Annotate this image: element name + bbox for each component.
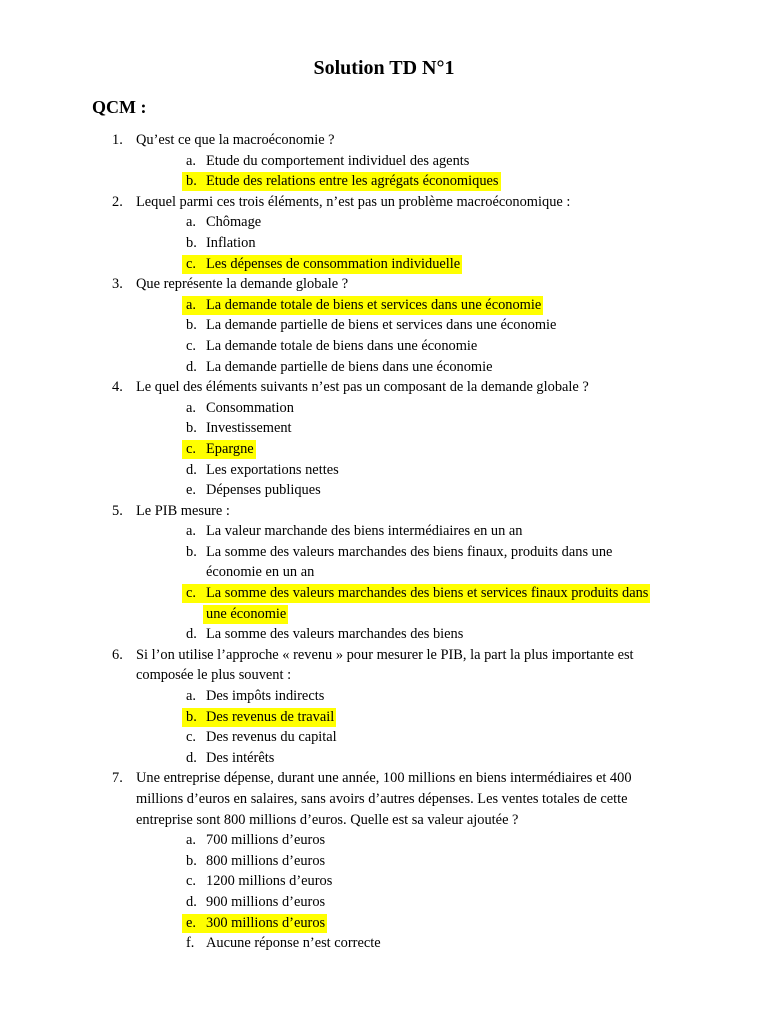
option-label: a. bbox=[186, 688, 196, 705]
option-line bbox=[0, 851, 768, 872]
option-label: a. bbox=[186, 296, 196, 313]
question-continuation-line bbox=[0, 810, 768, 831]
option-text: Aucune réponse n’est correcte bbox=[206, 935, 381, 952]
question-text: entreprise sont 800 millions d’euros. Quelle est sa valeur ajoutée ? bbox=[136, 811, 519, 828]
option-line-correct bbox=[0, 604, 768, 625]
option-label: b. bbox=[186, 543, 197, 560]
question-line bbox=[0, 501, 768, 522]
question-line bbox=[0, 274, 768, 295]
option-label: d. bbox=[186, 893, 197, 910]
option-line bbox=[0, 212, 768, 233]
option-text: 1200 millions d’euros bbox=[206, 873, 333, 890]
option-text: une économie bbox=[206, 605, 287, 622]
question-number: 3. bbox=[112, 276, 123, 293]
option-label: a. bbox=[186, 214, 196, 231]
question-text: Lequel parmi ces trois éléments, n’est pas un problème macroéconomique : bbox=[136, 193, 571, 210]
option-text: Des intérêts bbox=[206, 749, 275, 766]
option-line bbox=[0, 418, 768, 439]
option-label: b. bbox=[186, 317, 197, 334]
option-line bbox=[0, 892, 768, 913]
option-line bbox=[0, 336, 768, 357]
question-line bbox=[0, 377, 768, 398]
question-text: Que représente la demande globale ? bbox=[136, 276, 349, 293]
option-text: 900 millions d’euros bbox=[206, 893, 326, 910]
question-text: millions d’euros en salaires, sans avoirs d’autres dépenses. Les ventes totales de cette bbox=[136, 791, 628, 807]
question-list bbox=[0, 130, 768, 954]
question-text: Le quel des éléments suivants n’est pas un composant de la demande globale ? bbox=[136, 379, 589, 396]
option-text: 700 millions d’euros bbox=[206, 832, 326, 849]
question-continuation-line bbox=[0, 665, 768, 686]
question-number: 6. bbox=[112, 646, 123, 663]
question-number: 2. bbox=[112, 193, 123, 210]
option-line bbox=[0, 315, 768, 336]
option-label: e. bbox=[186, 914, 196, 931]
option-label: c. bbox=[186, 873, 196, 890]
option-label: f. bbox=[186, 935, 195, 952]
option-label: a. bbox=[186, 152, 196, 169]
option-text: Etude des relations entre les agrégats économiques bbox=[206, 173, 499, 190]
option-label: b. bbox=[186, 708, 197, 725]
option-line bbox=[0, 871, 768, 892]
option-line-correct bbox=[0, 707, 768, 728]
option-label: d. bbox=[186, 358, 197, 375]
option-text: La somme des valeurs marchandes des biens et services finaux produits dans bbox=[206, 585, 649, 602]
option-label: c. bbox=[186, 337, 196, 354]
option-text: La somme des valeurs marchandes des biens bbox=[206, 626, 464, 643]
option-line bbox=[0, 521, 768, 542]
option-text: 300 millions d’euros bbox=[206, 914, 326, 931]
option-label: b. bbox=[186, 852, 197, 869]
option-line bbox=[0, 686, 768, 707]
option-text: Chômage bbox=[206, 214, 262, 231]
option-text: économie en un an bbox=[206, 564, 315, 581]
option-label: d. bbox=[186, 461, 197, 478]
option-line-correct bbox=[0, 913, 768, 934]
question-text: Une entreprise dépense, durant une année, 100 millions en biens intermédiaires et 400 bbox=[136, 770, 632, 787]
option-label: c. bbox=[186, 440, 196, 457]
question-text: Le PIB mesure : bbox=[136, 502, 230, 519]
option-text: Des impôts indirects bbox=[206, 688, 325, 705]
option-line bbox=[0, 233, 768, 254]
option-label: b. bbox=[186, 173, 197, 190]
question-line bbox=[0, 130, 768, 151]
option-text: Des revenus du capital bbox=[206, 729, 337, 746]
option-line bbox=[0, 727, 768, 748]
question-number: 1. bbox=[112, 132, 123, 148]
question-continuation-line bbox=[0, 789, 768, 810]
option-label: d. bbox=[186, 626, 197, 643]
option-text: La demande partielle de biens et services dans une économie bbox=[206, 317, 557, 334]
option-text: Consommation bbox=[206, 399, 294, 416]
option-label: a. bbox=[186, 399, 196, 416]
option-label: c. bbox=[186, 585, 196, 602]
question-text: composée le plus souvent : bbox=[136, 667, 292, 684]
option-label: a. bbox=[186, 523, 196, 540]
option-label: b. bbox=[186, 234, 197, 251]
question-text: Qu’est ce que la macroéconomie ? bbox=[136, 132, 335, 148]
question-number: 5. bbox=[112, 502, 123, 519]
option-text: Les exportations nettes bbox=[206, 461, 339, 478]
option-line-correct bbox=[0, 171, 768, 192]
option-line bbox=[0, 398, 768, 419]
option-label: c. bbox=[186, 729, 196, 746]
option-text: Epargne bbox=[206, 440, 254, 457]
option-line bbox=[0, 460, 768, 481]
question-line bbox=[0, 192, 768, 213]
option-label: c. bbox=[186, 255, 196, 272]
option-line bbox=[0, 748, 768, 769]
option-text: Dépenses publiques bbox=[206, 482, 321, 499]
option-line-correct bbox=[0, 439, 768, 460]
option-text: 800 millions d’euros bbox=[206, 852, 326, 869]
option-text: Des revenus de travail bbox=[206, 708, 335, 725]
question-text: Si l’on utilise l’approche « revenu » pour mesurer le PIB, la part la plus importante est bbox=[136, 646, 634, 663]
option-text: Investissement bbox=[206, 420, 292, 437]
option-label: d. bbox=[186, 749, 197, 766]
option-label: e. bbox=[186, 482, 196, 499]
option-line bbox=[0, 542, 768, 563]
option-text: Inflation bbox=[206, 234, 256, 251]
option-line-correct bbox=[0, 295, 768, 316]
question-number: 7. bbox=[112, 770, 123, 787]
option-line-correct bbox=[0, 254, 768, 275]
section-heading: QCM : bbox=[92, 97, 147, 117]
option-text: Les dépenses de consommation individuelle bbox=[206, 255, 461, 272]
option-text: La valeur marchande des biens intermédiaires en un an bbox=[206, 523, 523, 540]
option-line bbox=[0, 562, 768, 583]
option-line bbox=[0, 624, 768, 645]
option-label: b. bbox=[186, 420, 197, 437]
question-line bbox=[0, 645, 768, 666]
option-text: La demande totale de biens et services dans une économie bbox=[206, 296, 542, 313]
option-line-correct bbox=[0, 583, 768, 604]
option-line bbox=[0, 480, 768, 501]
question-number: 4. bbox=[112, 379, 123, 396]
option-label: a. bbox=[186, 832, 196, 849]
question-line bbox=[0, 768, 768, 789]
page-title: Solution TD N°1 bbox=[313, 57, 455, 79]
option-line bbox=[0, 933, 768, 954]
option-text: Etude du comportement individuel des agents bbox=[206, 152, 470, 169]
option-line bbox=[0, 357, 768, 378]
option-line bbox=[0, 830, 768, 851]
option-text: La demande partielle de biens dans une économie bbox=[206, 358, 493, 375]
option-text: La demande totale de biens dans une économie bbox=[206, 337, 478, 354]
option-text: La somme des valeurs marchandes des biens finaux, produits dans une bbox=[206, 543, 613, 560]
option-line bbox=[0, 151, 768, 172]
